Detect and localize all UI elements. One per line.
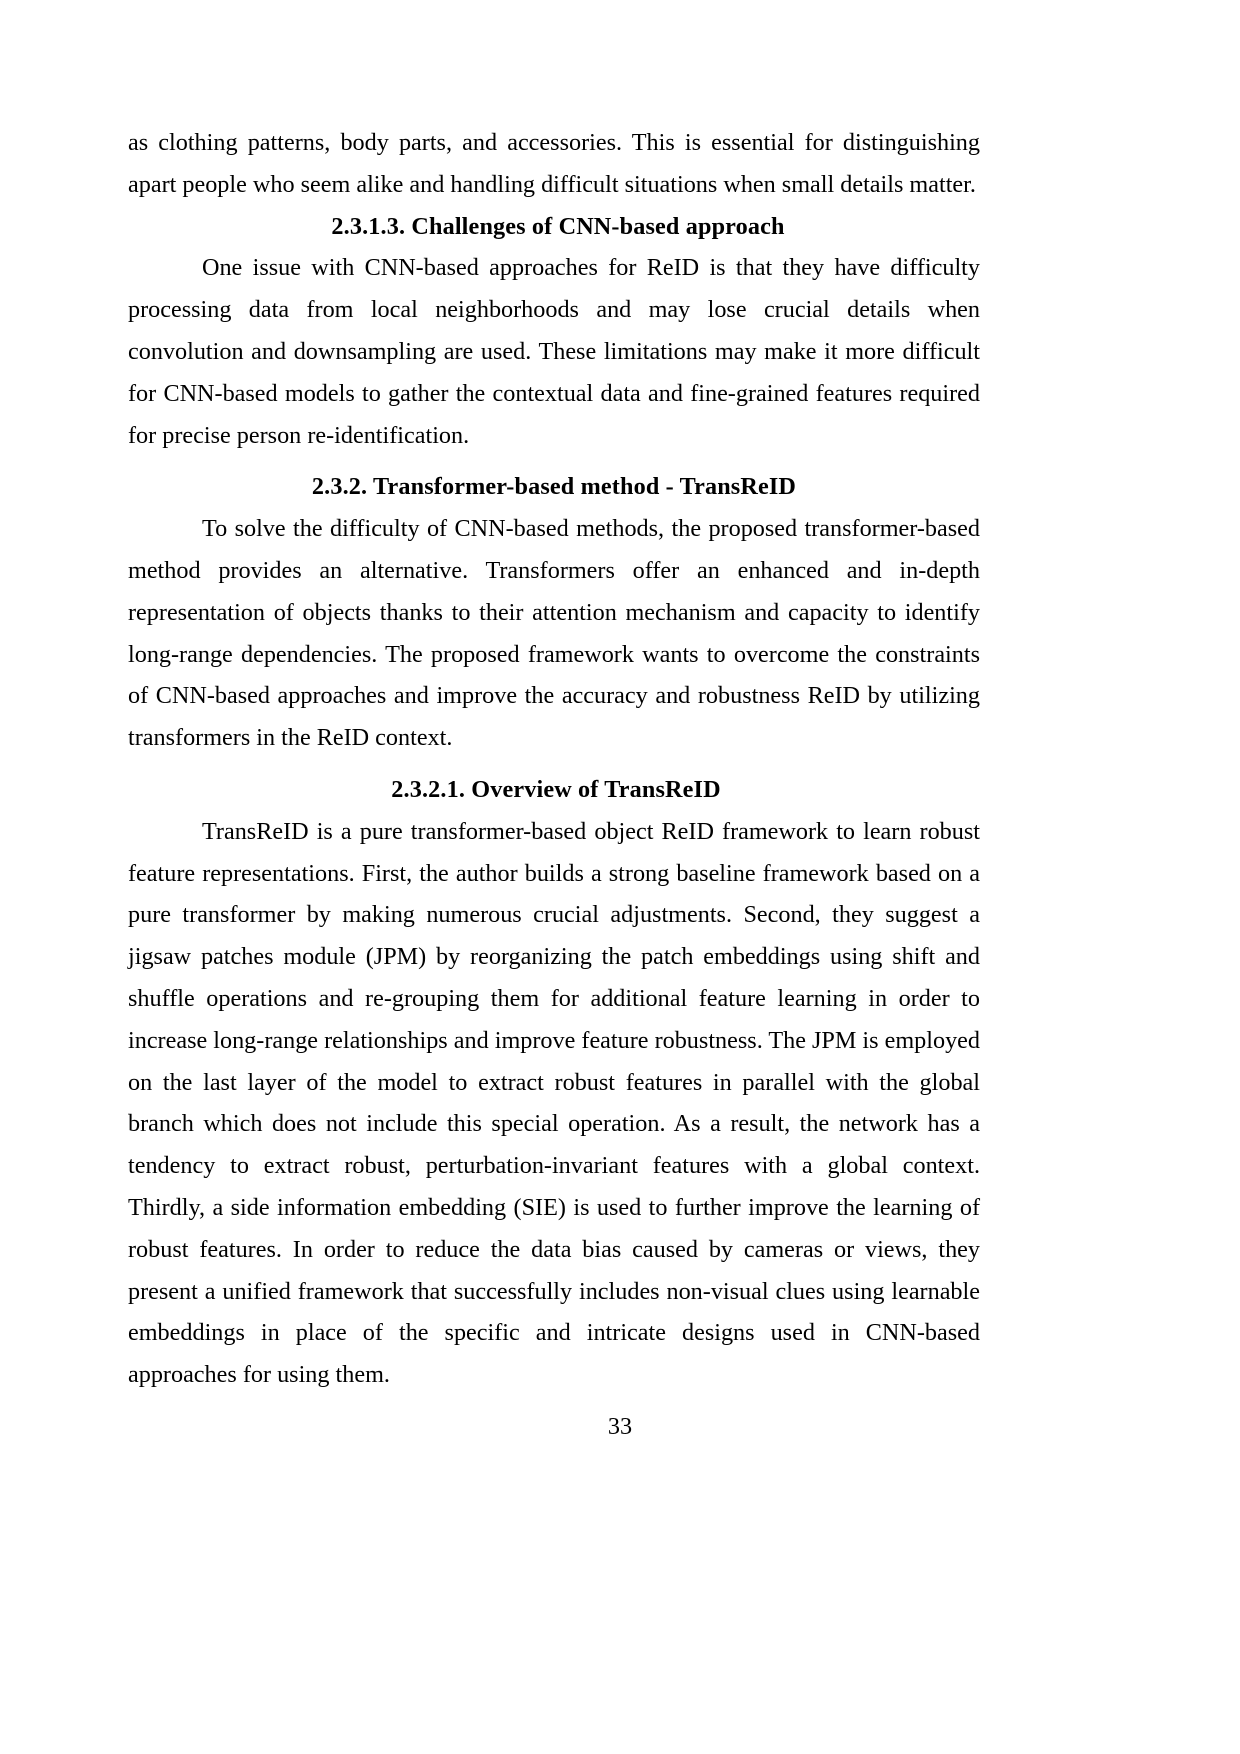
paragraph-transreid-overview: TransReID is a pure transformer-based object ReID framework to learn robust feature representations. First, the author builds a strong baseline framework based on a pure transformer by making numerous crucial adjustments. Second, they suggest a jigsaw patches module (JPM) by reorganizing the patch embeddings using shift and shuffle operations and re-grouping them for additional feature learning in order to increase long-range relationships and improve feature robustness. The JPM is employed on the last layer of the model to extract robust features in parallel with the global branch which does not include this special operation. As a result, the network has a tendency to extract robust, perturbation-invariant features with a global context. Thirdly, a side information embedding (SIE) is used to further improve the learning of robust features. In order to reduce the data bias caused by cameras or views, they present a unified framework that successfully includes non-visual clues using learnable embeddings in place of the specific and intricate designs used in CNN-based approaches for using them. [128, 817, 980, 1389]
page-content [128, 122, 980, 1396]
section-spacer [128, 759, 980, 769]
heading-challenges-cnn-approach: 2.3.1.3. Challenges of CNN-based approach [331, 212, 785, 240]
paragraph-transformer-method: To solve the difficulty of CNN-based methods, the proposed transformer-based method provides an alternative. Transformers offer an enhanced and in-depth representation of objects thanks to their attention mechanism and capacity to identify long-range dependencies. The proposed framework wants to overcome the constraints of CNN-based approaches and improve the accuracy and robustness ReID by utilizing transformers in the ReID context. [128, 515, 980, 752]
paragraph-cnn-challenges: One issue with CNN-based approaches for ReID is that they have difficulty processing data from local neighborhoods and may lose crucial details when convolution and downsampling are used. These limitations may make it more difficult for CNN-based models to gather the contextual data and fine-grained features required for precise person re-identification. [128, 254, 980, 449]
page-number: 33 [607, 1413, 633, 1440]
section-spacer [128, 456, 980, 466]
paragraph-continued-intro: as clothing patterns, body parts, and accessories. This is essential for distinguishing apart people who seem alike and handling difficult situations when small details matter. [128, 129, 980, 198]
heading-transformer-based-method: 2.3.2. Transformer-based method - TransReID [311, 473, 797, 501]
heading-overview-transreid: 2.3.2.1. Overview of TransReID [391, 775, 721, 803]
